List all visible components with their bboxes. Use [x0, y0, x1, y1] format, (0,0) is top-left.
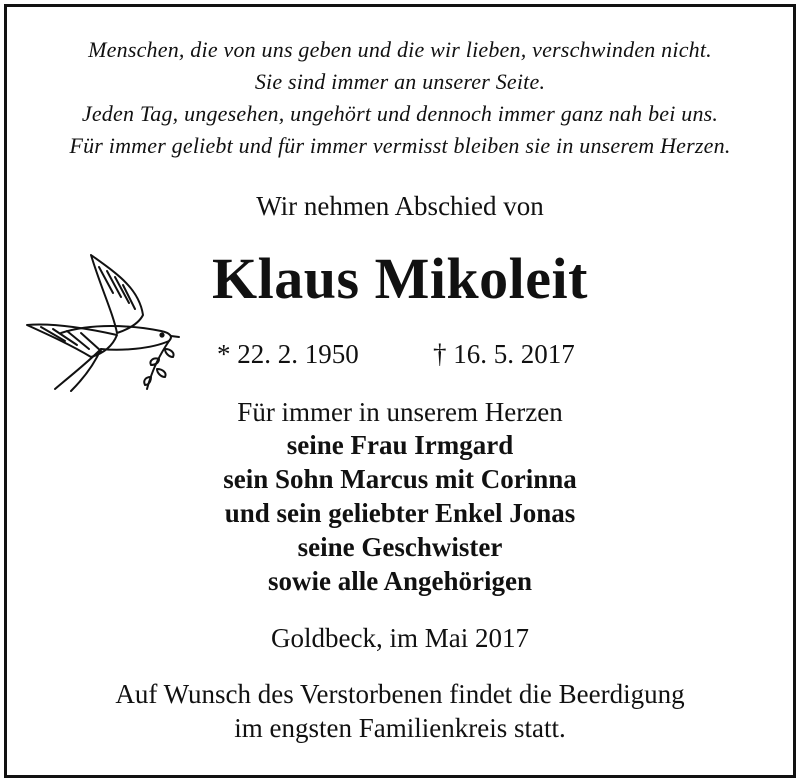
- obituary-notice: [4, 4, 796, 778]
- poem-line-1: Menschen, die von uns geben und die wir lieben, verschwinden nicht.: [88, 37, 712, 62]
- family-line-5: sowie alle Angehörigen: [268, 566, 532, 596]
- mourning-line: Für immer in unserem Herzen: [237, 397, 563, 427]
- family-line-4: seine Geschwister: [297, 532, 503, 562]
- poem-line-3: Jeden Tag, ungesehen, ungehört und dennoch immer ganz nah bei uns.: [81, 101, 719, 126]
- family-line-1: seine Frau Irmgard: [286, 430, 514, 460]
- birth-date: * 22. 2. 1950: [217, 339, 359, 369]
- poem-line-4: Für immer geliebt und für immer vermisst bleiben sie in unserem Herzen.: [69, 133, 731, 158]
- family-line-2: sein Sohn Marcus mit Corinna: [223, 464, 577, 494]
- place-date: Goldbeck, im Mai 2017: [271, 623, 529, 653]
- family-line-3: und sein geliebter Enkel Jonas: [224, 498, 576, 528]
- intro-line: Wir nehmen Abschied von: [256, 191, 544, 221]
- poem-line-2: Sie sind immer an unserer Seite.: [254, 69, 546, 94]
- funeral-note-line-1: Auf Wunsch des Verstorbenen findet die Beerdigung: [115, 679, 685, 709]
- funeral-note-line-2: im engsten Familienkreis statt.: [234, 713, 566, 743]
- deceased-name: Klaus Mikoleit: [212, 246, 588, 311]
- death-date: † 16. 5. 2017: [433, 339, 575, 369]
